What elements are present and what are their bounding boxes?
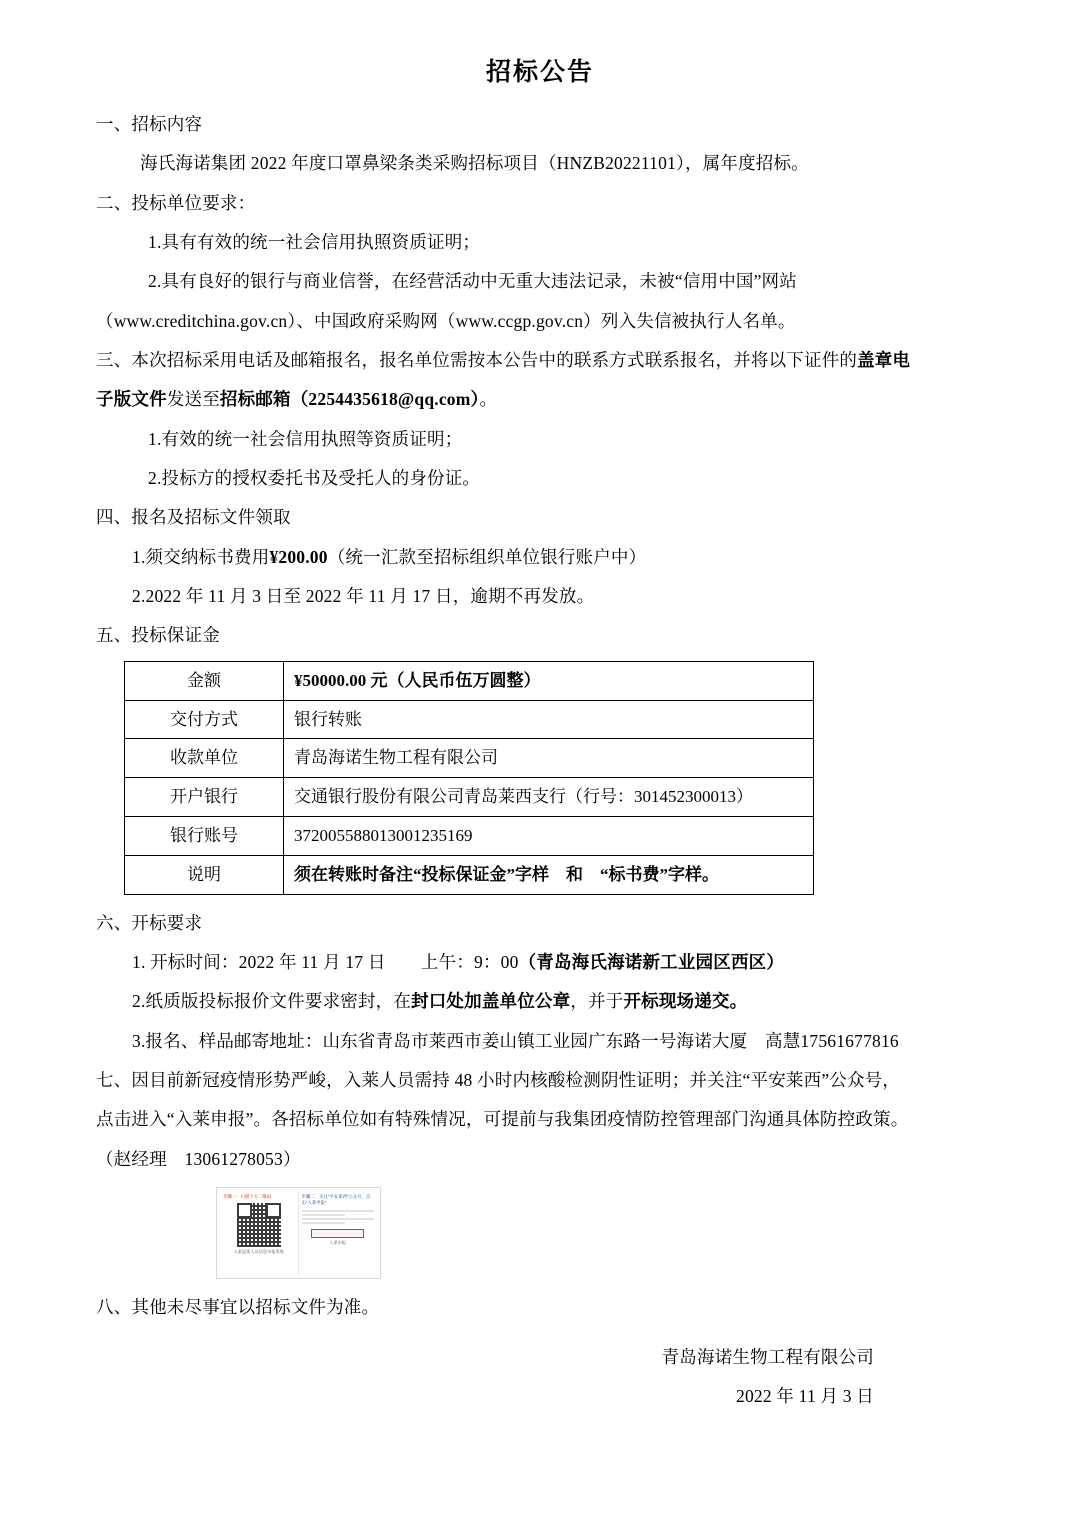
row-label: 说明	[125, 855, 284, 894]
row-value: 银行转账	[284, 700, 814, 739]
row-value: ¥50000.00 元（人民币伍万圆整）	[284, 661, 814, 700]
row-label: 开户银行	[125, 778, 284, 817]
section-4-text-b: （统一汇款至招标组织单位银行账户中）	[327, 546, 647, 567]
row-label: 金额	[125, 661, 284, 700]
section-4-text-a: 1.须交纳标书费用	[132, 546, 270, 567]
deposit-table	[124, 661, 814, 895]
section-6-item-2	[96, 987, 984, 1015]
bid-opening-time: 1. 开标时间：2022 年 11 月 17 日 上午：9：00	[132, 951, 519, 972]
row-value: 372005588013001235169	[284, 817, 814, 856]
section-7-line-2: 点击进入“入莱申报”。各招标单位如有特殊情况，可提前与我集团疫情防控管理部门沟通具体防控政策。	[96, 1109, 909, 1130]
qr-step-2-placeholder-lines	[302, 1208, 375, 1226]
bid-email: 招标邮箱（2254435618@qq.com）	[219, 389, 480, 410]
table-row	[125, 855, 814, 894]
tender-doc-fee: ¥200.00	[269, 546, 328, 567]
table-row	[125, 817, 814, 856]
signature-block	[96, 1343, 984, 1410]
section-3-text-c: 。	[479, 389, 498, 410]
section-2-item-2: 2.具有良好的银行与商业信誉，在经营活动中无重大违法记录，未被“信用中国”网站	[148, 271, 797, 292]
qr-step-2-button-icon	[311, 1229, 364, 1238]
section-5-heading: 五、投标保证金	[96, 625, 220, 646]
row-value: 须在转账时备注“投标保证金”字样 和 “标书费”字样。	[284, 855, 814, 894]
section-7-contact: （赵经理 13061278053）	[96, 1148, 301, 1169]
section-2-item-2-continued: （www.creditchina.gov.cn）、中国政府采购网（www.ccgp.gov.cn）列入失信被执行人名单。	[96, 310, 796, 331]
section-3-text-b: 发送至	[166, 389, 220, 410]
section-6-text-a: 2.纸质版投标报价文件要求密封，在	[132, 991, 412, 1012]
section-3-item-1: 1.有效的统一社会信用执照等资质证明；	[148, 428, 463, 449]
section-6-item-1	[96, 948, 984, 976]
section-2-item-1: 1.具有有效的统一社会信用执照资质证明；	[148, 232, 481, 253]
section-2-heading: 二、投标单位要求：	[96, 192, 256, 213]
signature-date: 2022 年 11 月 3 日	[736, 1385, 874, 1406]
row-label: 交付方式	[125, 700, 284, 739]
section-6-emphasis-a: 封口处加盖单位公章	[411, 991, 571, 1012]
bid-opening-location: （青岛海氏海诺新工业园区西区）	[518, 951, 785, 972]
row-label: 银行账号	[125, 817, 284, 856]
qr-step-1-caption: 步骤一：扫描下方二维码	[223, 1194, 272, 1199]
section-3-line-2	[96, 385, 984, 413]
section-4-item-2: 2.2022 年 11 月 3 日至 2022 年 11 月 17 日，逾期不再发放。	[132, 586, 595, 607]
section-3-item-2: 2.投标方的授权委托书及受托人的身份证。	[148, 468, 481, 489]
signature-company: 青岛海诺生物工程有限公司	[661, 1347, 874, 1368]
table-row	[125, 778, 814, 817]
table-row	[125, 661, 814, 700]
section-3-text-a: 三、本次招标采用电话及邮箱报名，报名单位需按本公告中的联系方式联系报名，并将以下证件的	[96, 350, 858, 371]
section-8-heading: 八、其他未尽事宜以招标文件为准。	[96, 1297, 380, 1317]
qr-step-1-footer: 入莱返莱人员信息申报系统	[233, 1248, 284, 1254]
table-row	[125, 739, 814, 778]
row-value: 交通银行股份有限公司青岛莱西支行（行号：301452300013）	[284, 778, 814, 817]
row-value: 青岛海诺生物工程有限公司	[284, 739, 814, 778]
section-6-text-b: ，并于	[570, 991, 624, 1012]
qr-code-icon	[237, 1203, 281, 1247]
qr-step-2-panel	[299, 1191, 378, 1275]
section-4-heading: 四、报名及招标文件领取	[96, 507, 291, 528]
section-3-line-1	[96, 346, 984, 374]
qr-instruction-image	[216, 1187, 381, 1279]
page-title: 招标公告	[485, 59, 594, 86]
section-3-emphasis-a: 盖章电	[857, 350, 911, 371]
qr-step-2-caption: 步骤二：关注“平安莱西”公众号，点击“入莱申报”	[301, 1194, 371, 1205]
section-1-heading: 一、招标内容	[96, 114, 203, 134]
table-row	[125, 700, 814, 739]
section-6-emphasis-b: 开标现场递交。	[623, 991, 748, 1012]
qr-step-1-panel	[220, 1191, 299, 1275]
row-label: 收款单位	[125, 739, 284, 778]
section-4-item-1	[96, 543, 984, 571]
qr-step-2-footer: 入莱申报	[329, 1240, 347, 1245]
section-6-heading: 六、开标要求	[96, 912, 203, 933]
section-7-line-1: 七、因目前新冠疫情形势严峻，入莱人员需持 48 小时内核酸检测阴性证明；并关注“平安莱西”公众号，	[96, 1069, 901, 1090]
section-1-body: 海氏海诺集团 2022 年度口罩鼻梁条类采购招标项目（HNZB20221101），属年度招标。	[140, 153, 809, 174]
section-6-item-3: 3.报名、样品邮寄地址：山东省青岛市莱西市姜山镇工业园广东路一号海诺大厦 高慧17561677816	[132, 1030, 899, 1051]
section-3-emphasis-b: 子版文件	[96, 389, 167, 410]
